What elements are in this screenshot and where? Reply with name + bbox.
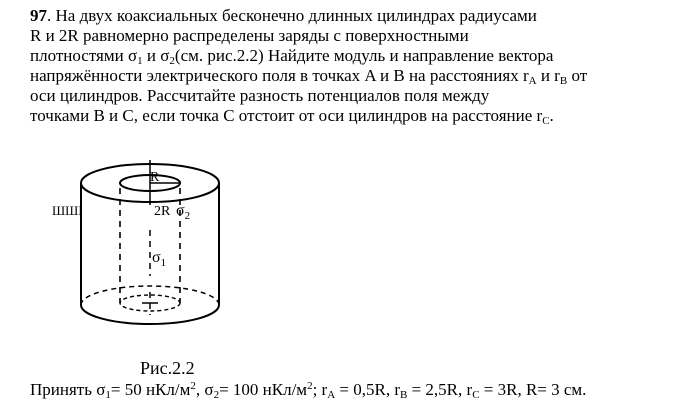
problem-line-5: оси цилиндров. Рассчитайте разность потенциалов поля между xyxy=(30,86,490,105)
label-sigma1: $\sigma_1$ xyxy=(152,249,167,269)
label-2R: 2R xyxy=(154,204,171,219)
label-side: ШШI xyxy=(52,203,83,218)
problem-line-3: плотностями $\sigma_1$ и $\sigma_2(см$. рис.2.2) Найдите модуль и направление вектора xyxy=(30,46,554,67)
problem-number: 97 xyxy=(30,6,47,25)
problem-line-6: точками B и C, если точка C отстоит от оси цилиндров на расстояние $r_C$. xyxy=(30,106,554,127)
problem-line-2: R и 2R равномерно распределены заряды с поверхностными xyxy=(30,26,469,45)
label-sigma2: $\sigma_2$ xyxy=(176,202,191,222)
problem-line-1: 97. На двух коаксиальных бесконечно длинных цилиндрах радиусами xyxy=(30,6,537,25)
given-values: Принять $\sigma_1= 50$ нКл/$м^2$, $\sigma_2= 100$ нКл/$м^2$; $r_A = 0,5R$, $r_B = 2,5R$, $r_C = 3R$, R= 3 см. xyxy=(30,380,587,401)
label-R: R xyxy=(150,170,160,185)
figure-caption: Рис.2.2 xyxy=(140,358,195,378)
problem-line-4: напряжённости электрического поля в точках A и B на расстояниях $r_A$ и $r_B$ от xyxy=(30,66,588,87)
